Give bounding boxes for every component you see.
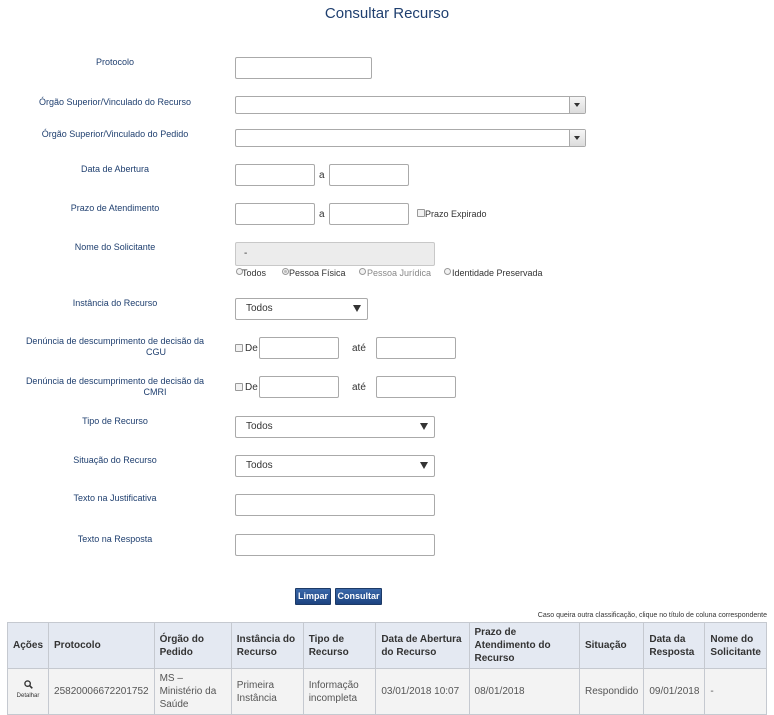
cell-instancia: Primeira Instância [231, 669, 303, 715]
cell-situacao: Respondido [579, 669, 643, 715]
denuncia-cgu-ate-label: até [352, 343, 366, 354]
texto-justificativa-input[interactable] [235, 494, 435, 516]
data-abertura-to-input[interactable] [329, 164, 409, 186]
instancia-select[interactable] [235, 298, 368, 320]
texto-resposta-input[interactable] [235, 534, 435, 556]
tipo-recurso-select[interactable] [235, 416, 435, 438]
denuncia-cgu-label [0, 336, 230, 358]
prazo-expirado-checkbox[interactable] [417, 209, 425, 217]
limpar-button[interactable]: Limpar [295, 588, 331, 605]
cell-tipo: Informação incompleta [303, 669, 376, 715]
cell-orgao: MS – Ministério da Saúde [154, 669, 231, 715]
denuncia-cmri-de-label: De [245, 382, 258, 393]
cell-protocolo: 25820006672201752 [49, 669, 155, 715]
caret-down-icon [420, 423, 428, 430]
radio-pessoa-fisica-label: Pessoa Física [289, 268, 346, 278]
cell-prazo: 08/01/2018 [469, 669, 579, 715]
texto-justificativa-label: Texto na Justificativa [73, 493, 157, 503]
chevron-down-icon [574, 103, 580, 107]
denuncia-cmri-label-line2: CMRI [143, 387, 167, 397]
denuncia-cmri-to-input[interactable] [376, 376, 456, 398]
page-title: Consultar Recurso [324, 5, 450, 22]
caret-down-icon [353, 305, 361, 312]
denuncia-cgu-label-line1: Denúncia de descumprimento de decisão da [25, 336, 205, 346]
col-prazo[interactable]: Prazo de Atendimento do Recurso [469, 623, 579, 669]
cell-data-resposta: 09/01/2018 [644, 669, 705, 715]
denuncia-cmri-label [0, 376, 230, 398]
denuncia-cmri-label-line1: Denúncia de descumprimento de decisão da [25, 376, 205, 386]
denuncia-cgu-label-line2: CGU [146, 347, 166, 357]
data-abertura-separator: a [319, 170, 325, 181]
detalhar-button[interactable] [8, 669, 49, 715]
orgao-recurso-select[interactable] [235, 96, 586, 114]
caret-down-icon [420, 462, 428, 469]
situacao-recurso-select-value: Todos [246, 460, 273, 471]
col-solicitante[interactable]: Nome do Solicitante [705, 623, 767, 669]
results-header-row [8, 623, 767, 669]
orgao-pedido-label: Órgão Superior/Vinculado do Pedido [41, 129, 189, 139]
radio-identidade-preservada-label: Identidade Preservada [452, 268, 543, 278]
denuncia-cgu-checkbox[interactable] [235, 344, 243, 352]
table-row [8, 669, 767, 715]
situacao-recurso-label: Situação do Recurso [73, 455, 157, 465]
instancia-select-value: Todos [246, 303, 273, 314]
denuncia-cgu-de-label: De [245, 343, 258, 354]
nome-solicitante-input[interactable]: - [235, 242, 435, 266]
col-orgao-pedido[interactable]: Órgão do Pedido [154, 623, 231, 669]
prazo-to-input[interactable] [329, 203, 409, 225]
detalhar-label: Detalhar [16, 693, 40, 699]
radio-pessoa-juridica[interactable] [359, 268, 366, 275]
col-instancia[interactable]: Instância do Recurso [231, 623, 303, 669]
consultar-button[interactable]: Consultar [335, 588, 382, 605]
magnifier-icon [24, 680, 33, 689]
prazo-atendimento-label: Prazo de Atendimento [70, 203, 160, 213]
texto-resposta-label: Texto na Resposta [77, 534, 153, 544]
denuncia-cmri-from-input[interactable] [259, 376, 339, 398]
tipo-recurso-select-value: Todos [246, 421, 273, 432]
prazo-from-input[interactable] [235, 203, 315, 225]
denuncia-cgu-to-input[interactable] [376, 337, 456, 359]
denuncia-cmri-ate-label: até [352, 382, 366, 393]
cell-solicitante: - [705, 669, 767, 715]
tipo-recurso-label: Tipo de Recurso [82, 416, 148, 426]
radio-pessoa-fisica[interactable] [282, 268, 289, 275]
nome-solicitante-label: Nome do Solicitante [74, 242, 156, 252]
prazo-expirado-label: Prazo Expirado [425, 209, 487, 219]
denuncia-cgu-from-input[interactable] [259, 337, 339, 359]
cell-data-abertura: 03/01/2018 10:07 [376, 669, 469, 715]
col-acoes[interactable]: Ações [8, 623, 49, 669]
radio-identidade-preservada[interactable] [444, 268, 451, 275]
orgao-recurso-label: Órgão Superior/Vinculado do Recurso [39, 97, 191, 107]
col-tipo[interactable]: Tipo de Recurso [303, 623, 376, 669]
col-situacao[interactable]: Situação [579, 623, 643, 669]
data-abertura-from-input[interactable] [235, 164, 315, 186]
col-protocolo[interactable]: Protocolo [49, 623, 155, 669]
protocolo-input[interactable] [235, 57, 372, 79]
radio-todos-label: Todos [242, 268, 267, 278]
orgao-recurso-dropdown-button[interactable] [569, 97, 585, 113]
denuncia-cmri-checkbox[interactable] [235, 383, 243, 391]
prazo-separator: a [319, 209, 325, 220]
col-data-abertura[interactable]: Data de Abertura do Recurso [376, 623, 469, 669]
results-table [7, 622, 767, 715]
instancia-label: Instância do Recurso [72, 298, 158, 308]
protocolo-label: Protocolo [95, 57, 135, 67]
data-abertura-label: Data de Abertura [80, 164, 150, 174]
col-data-resposta[interactable]: Data da Resposta [644, 623, 705, 669]
situacao-recurso-select[interactable] [235, 455, 435, 477]
chevron-down-icon [574, 136, 580, 140]
orgao-pedido-dropdown-button[interactable] [569, 130, 585, 146]
radio-pessoa-juridica-label: Pessoa Jurídica [367, 268, 432, 278]
sort-hint: Caso queira outra classificação, clique no título de coluna correspondente [537, 612, 767, 619]
orgao-pedido-select[interactable] [235, 129, 586, 147]
